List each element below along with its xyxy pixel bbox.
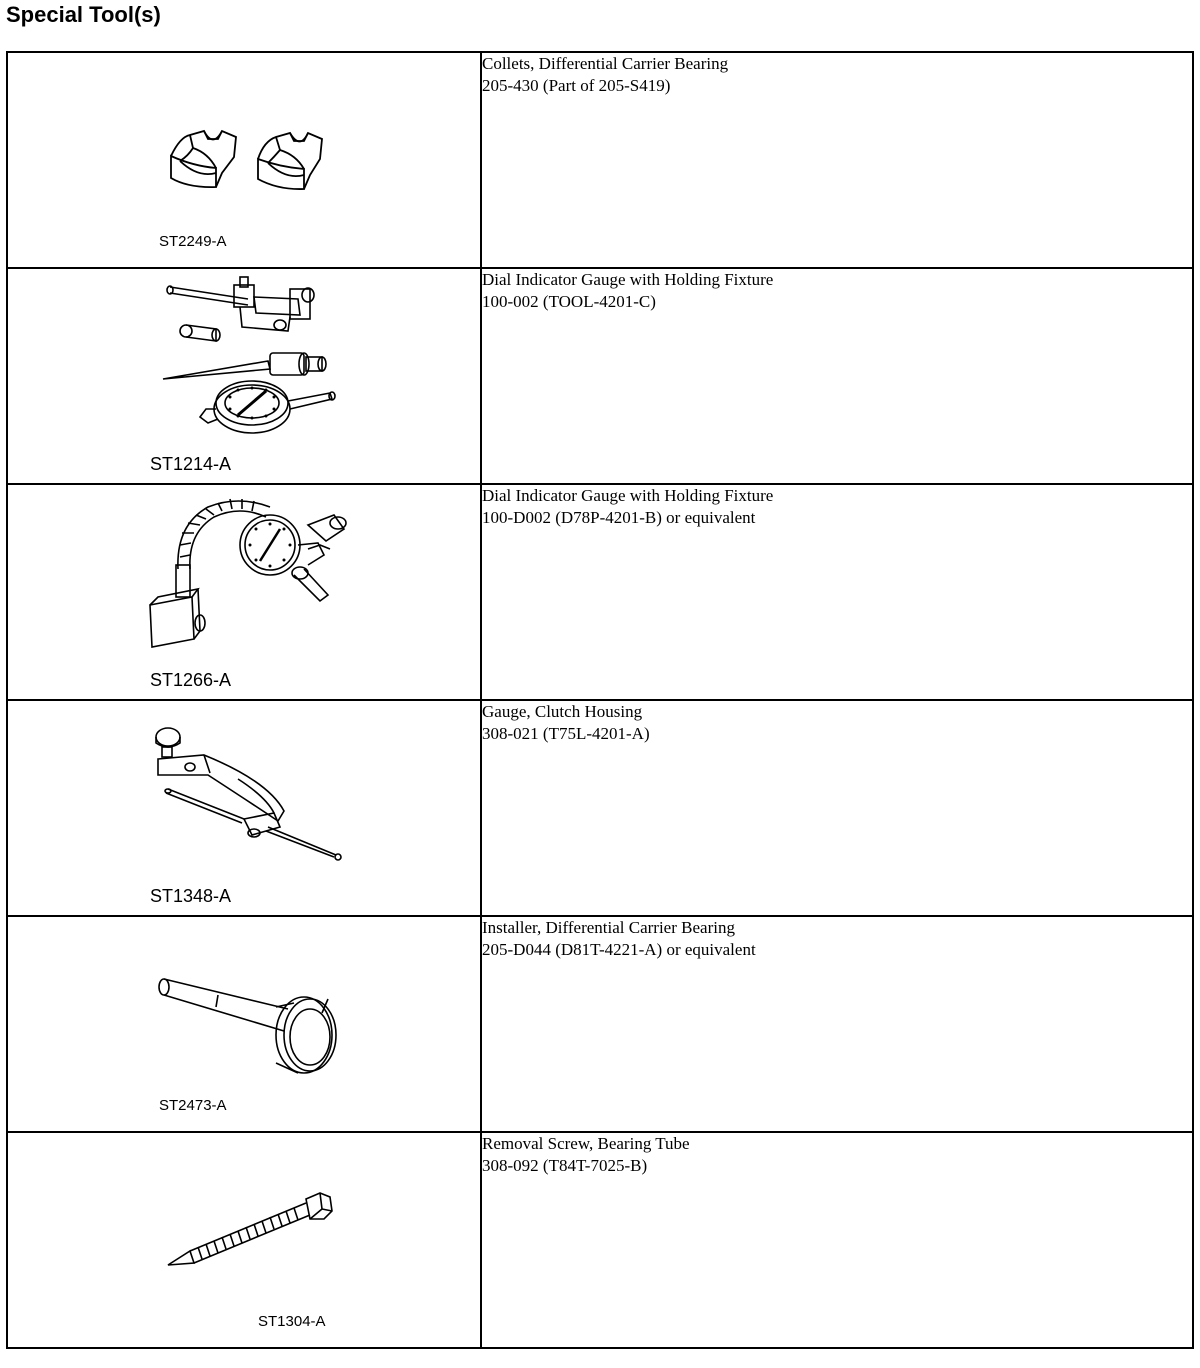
- tool-description-cell: [481, 1132, 1193, 1348]
- tool-code: ST1214-A: [150, 454, 232, 474]
- tool-description-cell: [481, 52, 1193, 268]
- table-row: [7, 1132, 1193, 1348]
- tool-number: 205-430 (Part of 205-S419): [482, 76, 671, 95]
- bearing-installer-illustration: [8, 917, 480, 1131]
- dial-indicator-fixture-illustration: [8, 269, 480, 483]
- tool-code: ST2473-A: [159, 1097, 227, 1114]
- tool-number: 205-D044 (D81T-4221-A) or equivalent: [482, 940, 756, 959]
- tool-code: ST1266-A: [150, 670, 232, 690]
- table-row: [7, 916, 1193, 1132]
- tool-code: ST1348-A: [150, 886, 232, 906]
- tool-illustration-cell: [7, 700, 481, 916]
- removal-screw-illustration: [8, 1133, 480, 1347]
- tool-number: 100-D002 (D78P-4201-B) or equivalent: [482, 508, 756, 527]
- tool-name: Dial Indicator Gauge with Holding Fixture: [482, 486, 774, 505]
- table-row: [7, 52, 1193, 268]
- tool-illustration-cell: [7, 268, 481, 484]
- page-title: Special Tool(s): [6, 2, 161, 27]
- tool-description-cell: [481, 916, 1193, 1132]
- clutch-housing-gauge-illustration: [8, 701, 480, 915]
- tool-illustration-cell: [7, 484, 481, 700]
- tool-description-cell: [481, 484, 1193, 700]
- table-row: [7, 484, 1193, 700]
- tool-illustration-cell: [7, 52, 481, 268]
- tool-number: 308-092 (T84T-7025-B): [482, 1156, 648, 1175]
- magnetic-base-dial-indicator-illustration: [8, 485, 480, 699]
- tool-code: ST2249-A: [159, 233, 227, 250]
- tool-name: Dial Indicator Gauge with Holding Fixture: [482, 270, 774, 289]
- table-row: [7, 268, 1193, 484]
- tool-code: ST1304-A: [258, 1313, 326, 1330]
- tool-illustration-cell: [7, 1132, 481, 1348]
- tool-number: 100-002 (TOOL-4201-C): [482, 292, 656, 311]
- tool-description-cell: [481, 700, 1193, 916]
- tool-name: Installer, Differential Carrier Bearing: [482, 918, 735, 937]
- collets-illustration: [8, 53, 480, 267]
- tool-name: Removal Screw, Bearing Tube: [482, 1134, 690, 1153]
- tool-illustration-cell: [7, 916, 481, 1132]
- special-tools-table: [6, 51, 1194, 1349]
- tool-number: 308-021 (T75L-4201-A): [482, 724, 650, 743]
- table-row: [7, 700, 1193, 916]
- tool-name: Collets, Differential Carrier Bearing: [482, 54, 729, 73]
- tool-name: Gauge, Clutch Housing: [482, 702, 643, 721]
- tool-description-cell: [481, 268, 1193, 484]
